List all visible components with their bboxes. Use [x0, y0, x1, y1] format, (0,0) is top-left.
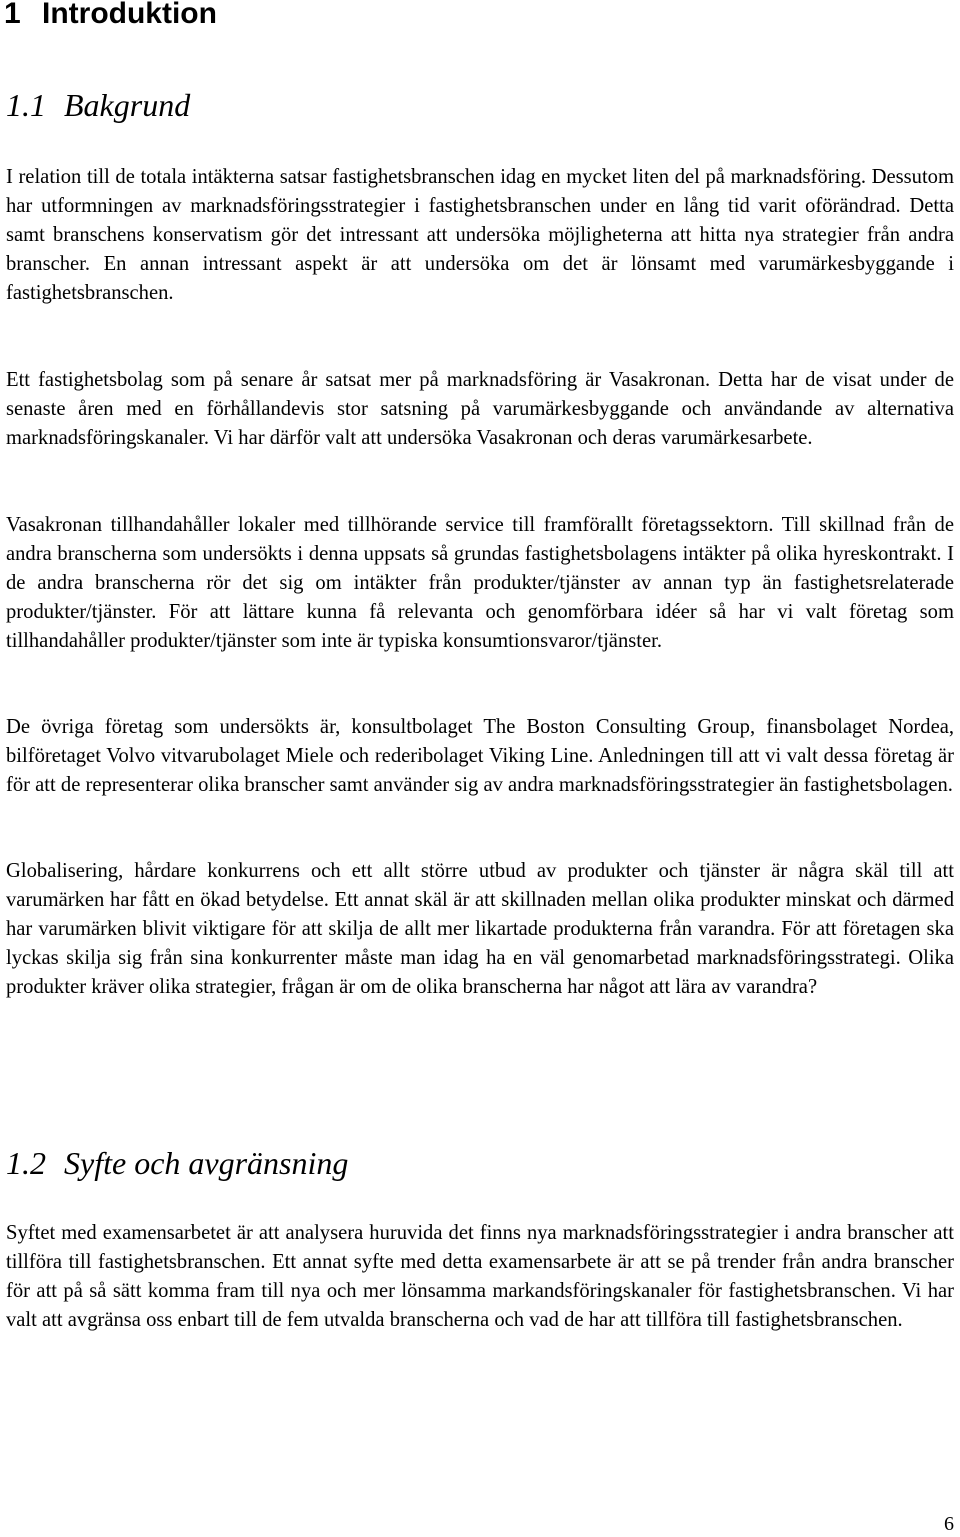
paragraph-bakgrund-2: Ett fastighetsbolag som på senare år satsat mer på marknadsföring är Vasakronan. Detta har de visat under de senaste åren med en förhållandevis stor satsning på varumärkesbyggande och användande av alternativa marknadsföringskanaler. Vi har därför valt att undersöka Vasakronan och deras varumärkesarbete.: [6, 369, 954, 449]
section-title: Syfte och avgränsning: [64, 1145, 349, 1181]
section-number: 1.2: [6, 1145, 46, 1181]
paragraph-bakgrund-4: De övriga företag som undersökts är, konsultbolaget The Boston Consulting Group, finansbolaget Nordea, bilföretaget Volvo vitvarubolaget Miele och rederibolaget Viking Line. Anledningen till att vi valt dessa företag är för att de representerar olika branscher samt använder sig av andra marknadsföringsstrategier än fastighetsbolagen.: [6, 716, 954, 796]
paragraph-bakgrund-5: Globalisering, hårdare konkurrens och ett allt större utbud av produkter och tjänster är några skäl till att varumärken har fått en ökad betydelse. Ett annat skäl är att skillnaden mellan olika produkter minskat och därmed har varumärken blivit viktigare för att skilja de allt mer likartade produkterna från varandra. För att företagen ska lyckas skilja sig från sina konkurrenter måste man idag ha en väl genomarbetad marknadsföringsstrategi. Olika produkter kräver olika strategier, frågan är om de olika branscherna har något att lära av varandra?: [6, 860, 954, 998]
page-number: 6: [944, 1513, 954, 1535]
paragraph-syfte-1: Syftet med examensarbetet är att analysera huruvida det finns nya marknadsföringsstrategier i andra branscher att tillföra till fastighetsbranschen. Ett annat syfte med detta examensarbete är att se på trender från andra branscher för att på så sätt komma fram till nya och mer lönsamma markandsföringskanaler för fastighetsbranschen. Vi har valt att avgränsa oss enbart till de fem utvalda branscherna och vad de har att tillföra till fastighetsbranschen.: [6, 1222, 954, 1331]
section-title: Bakgrund: [64, 87, 191, 123]
paragraph-bakgrund-3: Vasakronan tillhandahåller lokaler med tillhörande service till framförallt företagssektorn. Till skillnad från de andra branscherna som undersökts i denna uppsats så grundas fastighetsbolagens intäkter på olika hyreskontrakt. I de andra branscherna rör det sig om intäkter från produkter/tjänster av annan typ än fastighetsrelaterade produkter/tjänster. För att lättare kunna få relevanta och genomförbara idéer så har vi valt företag som tillhandahåller produkter/tjänster som inte är typiska konsumtionsvaror/tjänster.: [6, 514, 954, 652]
paragraph-bakgrund-1: I relation till de totala intäkterna satsar fastighetsbranschen idag en mycket liten del på marknadsföring. Dessutom har utformningen av marknadsföringsstrategier i fastighetsbranschen under en lång tid varit oförändrad. Detta samt branschens konservatism gör det intressant att undersöka möjligheterna att hitta nya strategier från andra branscher. En annan intressant aspekt är att undersöka om det är lönsamt med varumärkesbyggande i fastighetsbranschen.: [6, 166, 954, 304]
chapter-title: Introduktion: [42, 0, 217, 30]
chapter-number: 1: [4, 0, 21, 30]
section-heading-syfte: [6, 1144, 348, 1182]
section-number: 1.1: [6, 87, 46, 123]
section-heading-bakgrund: [6, 86, 190, 124]
chapter-heading: [4, 0, 217, 32]
